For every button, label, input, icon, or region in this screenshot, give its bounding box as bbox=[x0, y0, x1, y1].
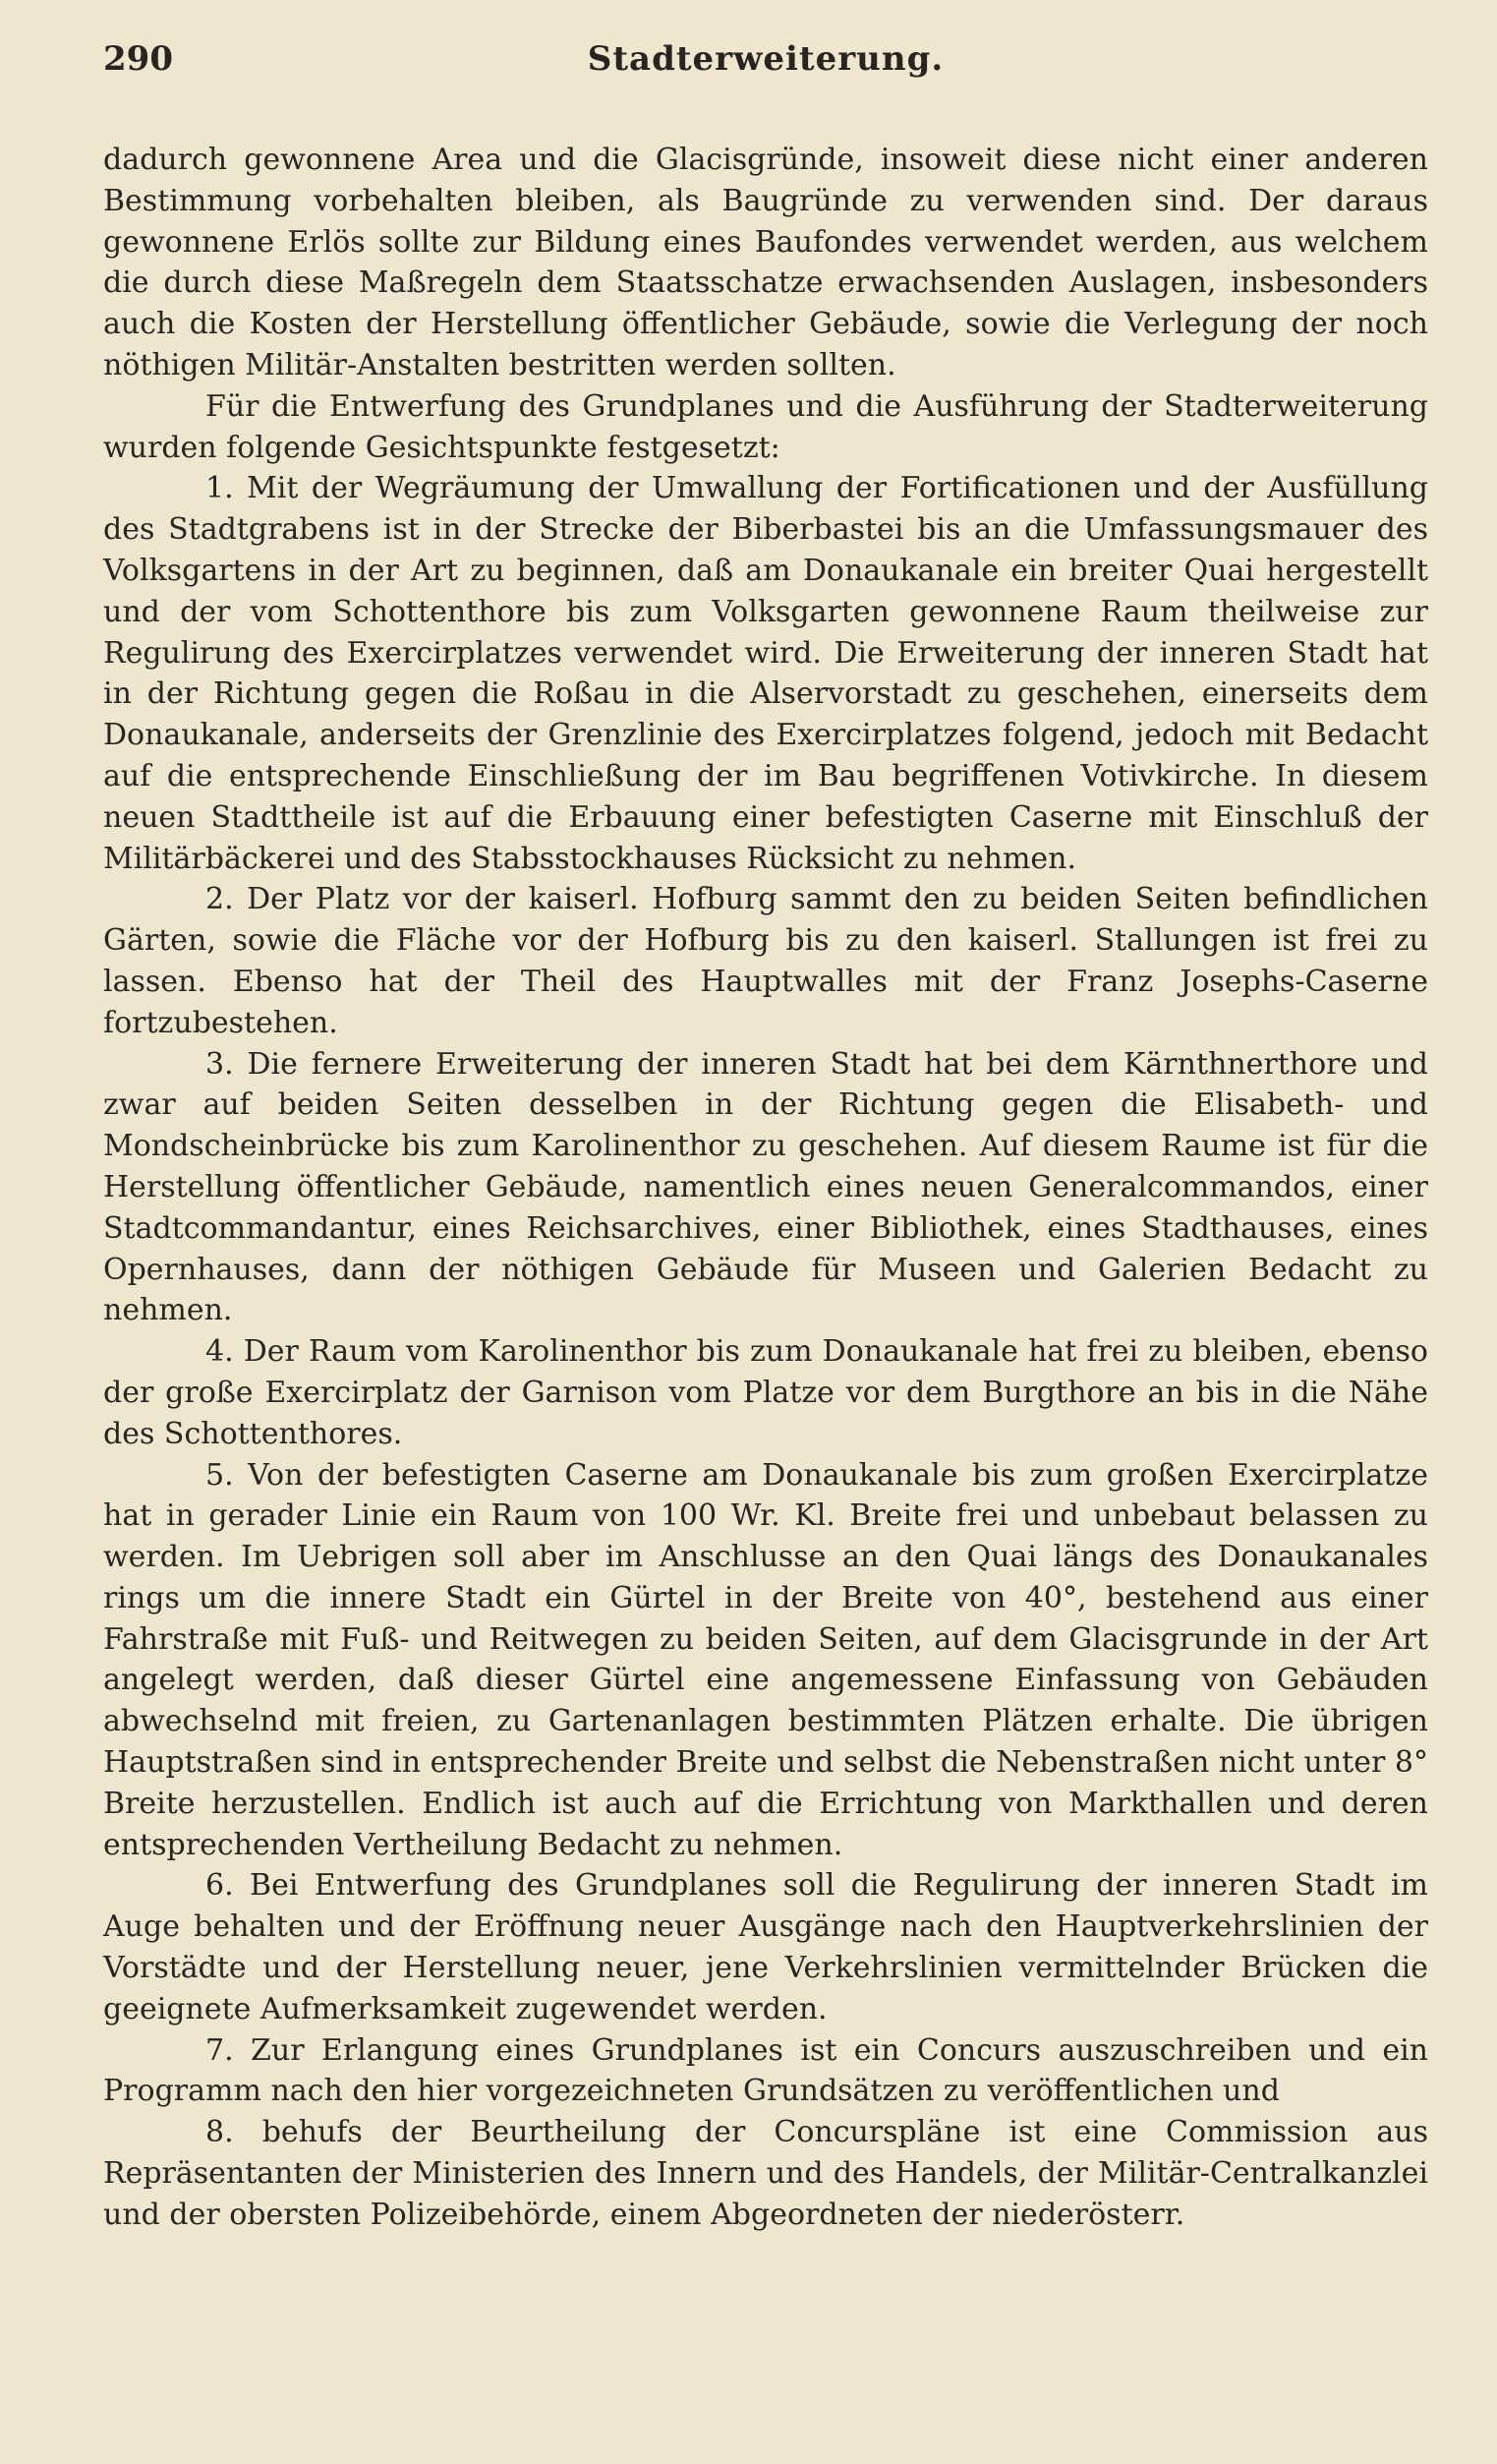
paragraph-continuation: dadurch gewonnene Area und die Glacisgründe, insoweit diese nicht einer anderen Bestimmung vorbehalten bleiben, als Baugründe zu verwenden sind. Der daraus gewonnene Erlös sollte zur Bildung eines Baufondes verwendet werden, aus welchem die durch diese Maßregeln dem Staatsschatze erwachsenden Auslagen, insbesonders auch die Kosten der Herstellung öffentlicher Gebäude, sowie die Verlegung der noch nöthigen Militär-Anstalten bestritten werden sollten. bbox=[103, 143, 1428, 382]
paragraph-point-8: 8. behufs der Beurtheilung der Concurspläne ist eine Commission aus Repräsentanten der Ministerien des Innern und des Handels, der Militär-Centralkanzlei und der obersten Polizeibehörde, einem Abgeordneten der niederösterr. bbox=[103, 2115, 1428, 2232]
page-header bbox=[103, 28, 1428, 88]
page-number: 290 bbox=[103, 39, 173, 79]
paragraph-point-5: 5. Von der befestigten Caserne am Donaukanale bis zum großen Exercirplatze hat in gerader Linie ein Raum von 100 Wr. Kl. Breite frei und unbebaut belassen zu werden. Im Uebrigen soll aber im Anschlusse an den Quai längs des Donaukanales rings um die innere Stadt ein Gürtel in der Breite von 40°, bestehend aus einer Fahrstraße mit Fuß- und Reitwegen zu beiden Seiten, auf dem Glacisgrunde in der Art angelegt werden, daß dieser Gürtel eine angemessene Einfassung von Gebäuden abwechselnd mit freien, zu Gartenanlagen bestimmten Plätzen erhalte. Die übrigen Hauptstraßen sind in entsprechender Breite und selbst die Nebenstraßen nicht unter 8° Breite herzustellen. Endlich ist auch auf die Errichtung von Markthallen und deren entsprechenden Vertheilung Bedacht zu nehmen. bbox=[103, 1457, 1428, 1862]
paragraph-point-2: 2. Der Platz vor der kaiserl. Hofburg sammt den zu beiden Seiten befindlichen Gärten, sowie die Fläche vor der Hofburg bis zu den kaiserl. Stallungen ist frei zu lassen. Ebenso hat der Theil des Hauptwalles mit der Franz Josephs-Caserne fortzubestehen. bbox=[103, 882, 1428, 1040]
paragraph-intro: Für die Entwerfung des Grundplanes und die Ausführung der Stadterweiterung wurden folgende Gesichtspunkte festgesetzt: bbox=[103, 388, 1428, 465]
paragraph-point-1: 1. Mit der Wegräumung der Umwallung der Fortificationen und der Ausfüllung des Stadtgrabens ist in der Strecke der Biberbastei bis an die Umfassungsmauer des Volksgartens in der Art zu beginnen, daß am Donaukanale ein breiter Quai hergestellt und der vom Schottenthore bis zum Volksgarten gewonnene Raum theilweise zur Regulirung des Exercirplatzes verwendet wird. Die Erweiterung der inneren Stadt hat in der Richtung gegen die Roßau in die Alservorstadt zu geschehen, einerseits dem Donaukanale, anderseits der Grenzlinie des Exercirplatzes folgend, jedoch mit Bedacht auf die entsprechende Einschließung der im Bau begriffenen Votivkirche. In diesem neuen Stadttheile ist auf die Erbauung einer befestigten Caserne mit Einschluß der Militärbäckerei und des Stabsstockhauses Rücksicht zu nehmen. bbox=[103, 471, 1428, 876]
paragraph-point-6: 6. Bei Entwerfung des Grundplanes soll die Regulirung der inneren Stadt im Auge behalten und der Eröffnung neuer Ausgänge nach den Hauptverkehrslinien der Vorstädte und der Herstellung neuer, jene Verkehrslinien vermittelnder Brücken die geeignete Aufmerksamkeit zugewendet werden. bbox=[103, 1868, 1428, 2026]
paragraph-point-7: 7. Zur Erlangung eines Grundplanes ist ein Concurs auszuschreiben und ein Programm nach den hier vorgezeichneten Grundsätzen zu veröffentlichen und bbox=[103, 2032, 1428, 2109]
body-text bbox=[103, 140, 1428, 2236]
paragraph-point-4: 4. Der Raum vom Karolinenthor bis zum Donaukanale hat frei zu bleiben, ebenso der große Exercirplatz der Garnison vom Platze vor dem Burgthore an bis in die Nähe des Schottenthores. bbox=[103, 1334, 1428, 1451]
running-head: Stadterweiterung. bbox=[587, 39, 945, 79]
paragraph-point-3: 3. Die fernere Erweiterung der inneren Stadt hat bei dem Kärnthnerthore und zwar auf beiden Seiten desselben in der Richtung gegen die Elisabeth- und Mondscheinbrücke bis zum Karolinenthor zu geschehen. Auf diesem Raume ist für die Herstellung öffentlicher Gebäude, namentlich eines neuen Generalcommandos, einer Stadtcommandantur, eines Reichsarchives, einer Bibliothek, eines Stadthauses, eines Opernhauses, dann der nöthigen Gebäude für Museen und Galerien Bedacht zu nehmen. bbox=[103, 1046, 1428, 1328]
